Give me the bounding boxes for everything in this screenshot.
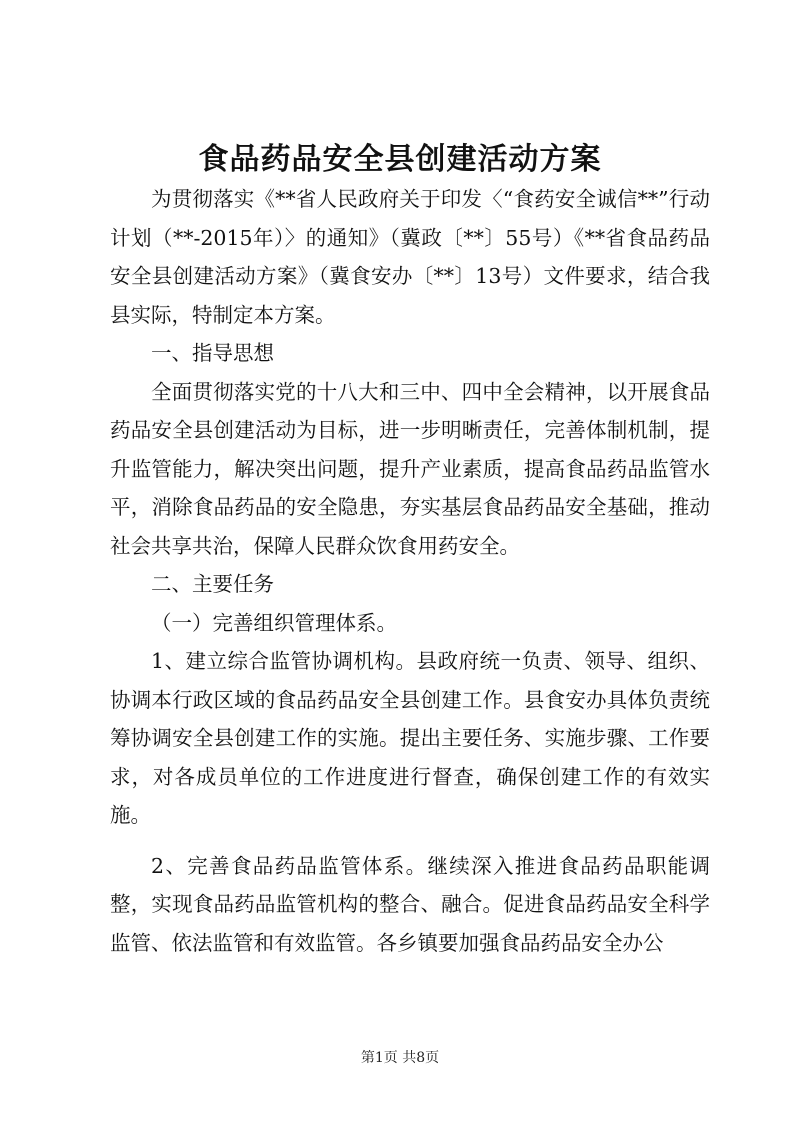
page-number-footer: 第1页 共8页 [360,1050,440,1066]
paragraph-guiding-thought: 全面贯彻落实党的十八大和三中、四中全会精神，以开展食品药品安全县创建活动为目标，进一步明晰责任，完善体制机制，提升监管能力，解决突出问题，提升产业素质，提高食品药品监管水平，消除食品药品的安全隐患，夯实基层食品药品安全基础，推动社会共享共治，保障人民群众饮食用药安全。 [110,379,710,558]
paragraph-intro: 为贯彻落实《**省人民政府关于印发〈“食药安全诚信**”行动计划（**-2015年）〉的通知》（冀政〔**〕55号）《**省食品药品安全县创建活动方案》（冀食安办〔**〕13号）文件要求，结合我县实际，特制定本方案。 [110,187,710,327]
paragraph-task-2: 2、完善食品药品监管体系。继续深入推进食品药品职能调整，实现食品药品监管机构的整合、融合。促进食品药品安全科学监管、依法监管和有效监管。各乡镇要加强食品药品安全办公 [110,853,710,955]
heading-main-tasks: 二、主要任务 [151,572,274,596]
subheading-organization-system: （一）完善组织管理体系。 [151,610,397,635]
heading-guiding-thought: 一、指导思想 [151,341,274,365]
paragraph-task-1: 1、建立综合监管协调机构。县政府统一负责、领导、组织、协调本行政区域的食品药品安全县创建工作。县食安办具体负责统筹协调安全县创建工作的实施。提出主要任务、实施步骤、工作要求，对各成员单位的工作进度进行督查，确保创建工作的有效实施。 [110,649,710,827]
document-body [110,180,710,962]
document-title: 食品药品安全县创建活动方案 [198,142,602,177]
